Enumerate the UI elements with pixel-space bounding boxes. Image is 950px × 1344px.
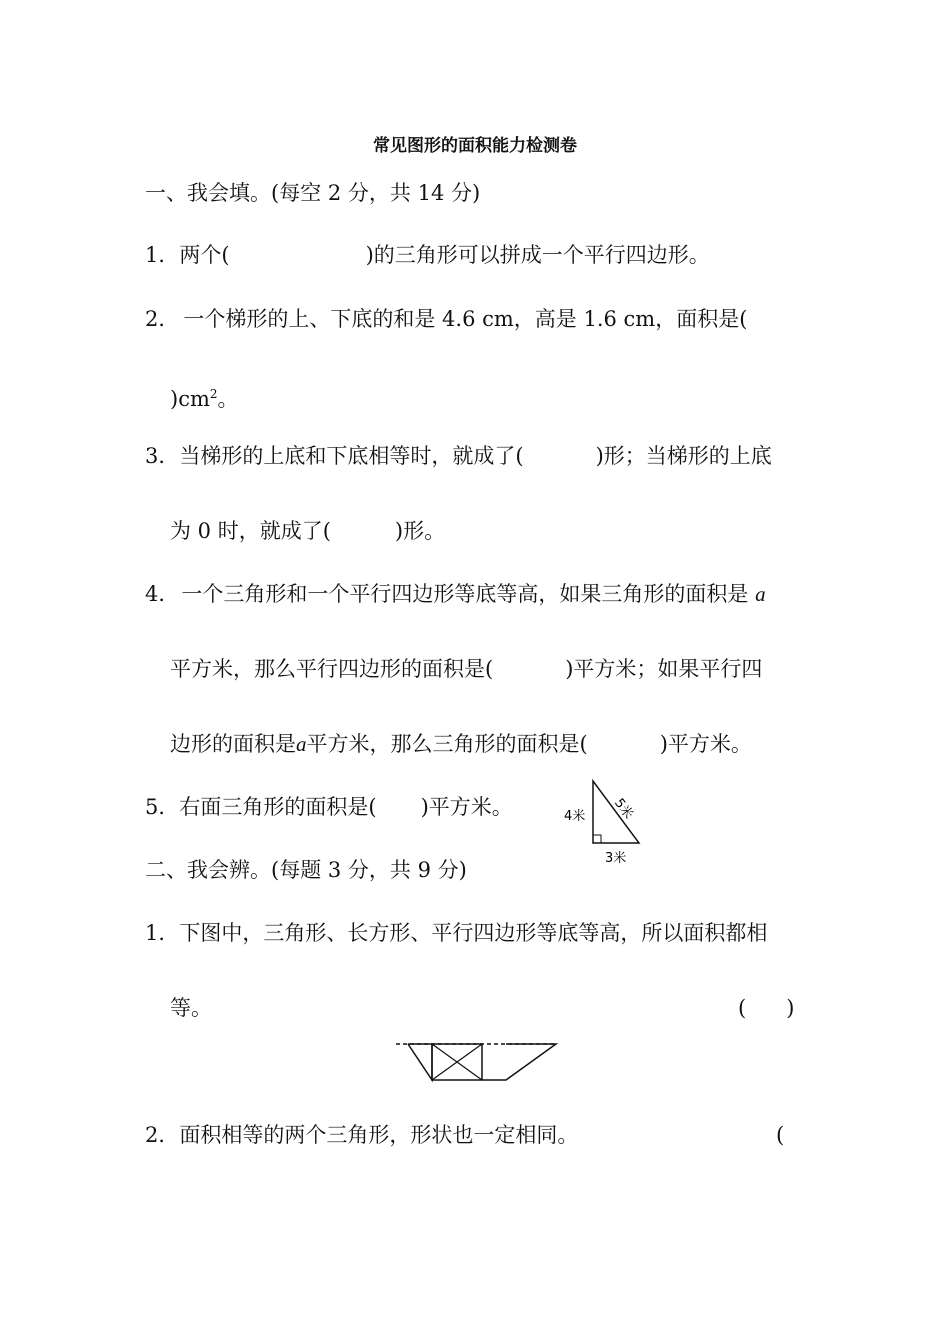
question-text: 边形的面积是 [170,732,296,756]
question-number: 5． [145,795,180,819]
right-angle-mark [593,835,601,843]
section-2-heading: 二、我会辨。(每题 3 分，共 9 分) [145,858,467,882]
question-text: )平方米。 [420,795,513,819]
question-text: 为 0 时，就成了( [170,519,331,543]
question-text: 。 [217,387,239,411]
question-text: )cm [170,387,210,411]
question-text: )平方米。 [659,732,752,756]
answer-bracket[interactable]: ( [776,1123,785,1147]
question-1-2 [145,306,747,332]
question-text: )的三角形可以拼成一个平行四边形。 [365,243,710,267]
question-number: 3． [145,444,180,468]
question-2-1 [145,920,767,946]
question-text: 下图中，三角形、长方形、平行四边形等底等高，所以面积都相 [179,921,768,945]
superscript: 2 [209,387,218,401]
label-left: 4米 [564,809,586,824]
triangle-shape [408,1044,432,1080]
question-1-4-cont [170,656,762,682]
question-1-3 [145,443,772,469]
parallelogram-shape [482,1044,556,1080]
question-text: )平方米；如果平行四 [565,657,763,681]
question-text: 面积相等的两个三角形，形状也一定相同。 [179,1123,579,1147]
question-number: 1． [145,921,180,945]
question-number: 1． [145,243,180,267]
question-1-2-cont [170,381,239,412]
question-text: )形；当梯形的上底 [595,444,772,468]
shapes-comparison-figure [394,1038,560,1084]
question-text: 一个三角形和一个平行四边形等底等高，如果三角形的面积是 [181,582,749,606]
variable-a: a [296,732,307,756]
question-number: 2． [145,307,180,331]
section-1-heading: 一、我会填。(每空 2 分，共 14 分) [145,181,481,205]
label-bottom: 3米 [605,851,627,866]
question-1-4 [145,581,766,607]
answer-bracket[interactable]: ( ) [738,996,795,1020]
question-text: 等。 [170,996,212,1020]
question-1-5 [145,794,513,820]
question-text: 平方米，那么平行四边形的面积是( [170,657,494,681]
question-2-2 [145,1122,578,1148]
label-hypotenuse: 5米 [611,795,636,823]
question-number: 2． [145,1123,180,1147]
right-triangle-figure [555,775,655,870]
question-text: 当梯形的上底和下底相等时，就成了( [179,444,524,468]
question-number: 4． [145,582,180,606]
variable-a: a [755,582,766,606]
question-1-4-cont2 [170,731,752,757]
question-text: 右面三角形的面积是( [179,795,377,819]
question-text: 平方米，那么三角形的面积是( [306,732,588,756]
question-text: )形。 [394,519,446,543]
page-title: 常见图形的面积能力检测卷 [373,136,577,156]
question-text: 两个( [179,243,230,267]
question-text: 一个梯形的上、下底的和是 4.6 cm，高是 1.6 cm，面积是( [183,307,748,331]
question-1-3-cont [170,518,445,544]
question-2-1-cont [170,995,212,1021]
question-1-1 [145,242,710,268]
